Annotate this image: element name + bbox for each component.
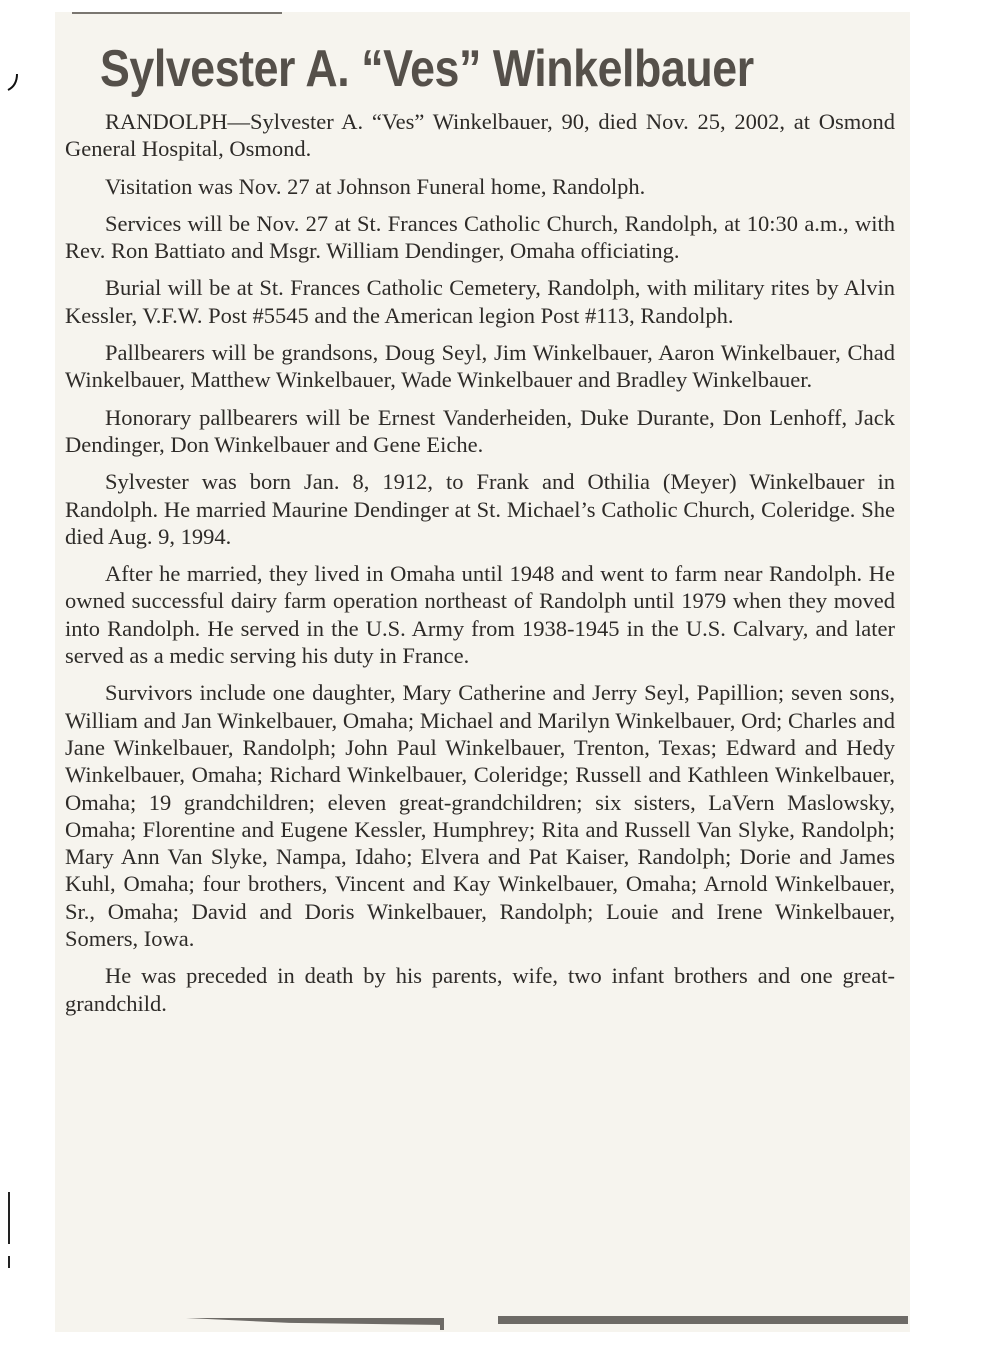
- top-rule: [72, 12, 282, 14]
- paragraph-birth: Sylvester was born Jan. 8, 1912, to Frank and Othilia (Meyer) Winkelbauer in Randolph. He married Maurine Dendinger at St. Michael’s Catholic Church, Coleridge. She died Aug. 9, 1994.: [65, 469, 895, 549]
- bottom-rule-tick: [440, 1320, 444, 1330]
- paragraph-visitation: Visitation was Nov. 27 at Johnson Funeral home, Randolph.: [105, 173, 646, 199]
- paragraph-death-notice: RANDOLPH—Sylvester A. “Ves” Winkelbauer, 90, died Nov. 25, 2002, at Osmond General Hospital, Osmond.: [65, 109, 895, 162]
- paragraph-pallbearers: Pallbearers will be grandsons, Doug Seyl, Jim Winkelbauer, Aaron Winkelbauer, Chad Winkelbauer, Matthew Winkelbauer, Wade Winkelbauer and Bradley Winkelbauer.: [65, 340, 895, 393]
- scan-edge-line: [8, 1256, 10, 1268]
- paragraph-honorary-pallbearers: Honorary pallbearers will be Ernest Vanderheiden, Duke Durante, Don Lenhoff, Jack Dendinger, Don Winkelbauer and Gene Eiche.: [65, 404, 895, 457]
- paragraph-life: After he married, they lived in Omaha until 1948 and went to farm near Randolph. He owned successful dairy farm operation northeast of Randolph until 1979 when they moved into Randolph. He served in the U.S. Army from 1938-1945 in the U.S. Calvary, and later served as a medic serving his duty in France.: [65, 561, 895, 669]
- scan-edge-line: [8, 1192, 10, 1244]
- paragraph-preceded: He was preceded in death by his parents, wife, two infant brothers and one great-grandchild.: [65, 963, 895, 1016]
- paragraph-survivors: Survivors include one daughter, Mary Catherine and Jerry Seyl, Papillion; seven sons, William and Jan Winkelbauer, Omaha; Michael and Marilyn Winkelbauer, Ord; Charles and Jane Winkelbauer, Randolph; John Paul Winkelbauer, Trenton, Texas; Edward and Hedy Winkelbauer, Omaha; Richard Winkelbauer, Coleridge; Russell and Kathleen Winkelbauer, Omaha; 19 grandchildren; eleven great-grandchildren; six sisters, LaVern Maslowsky, Omaha; Florentine and Eugene Kessler, Humphrey; Rita and Russell Van Slyke, Randolph; Mary Ann Van Slyke, Nampa, Idaho; Elvera and Pat Kaiser, Randolph; Dorie and James Kuhl, Omaha; four brothers, Vincent and Kay Winkelbauer, Omaha; Arnold Winkelbauer, Sr., Omaha; David and Doris Winkelbauer, Randolph; Louie and Irene Winkelbauer, Somers, Iowa.: [65, 680, 895, 952]
- paragraph-services: Services will be Nov. 27 at St. Frances Catholic Church, Randolph, at 10:30 a.m., with Rev. Ron Battiato and Msgr. William Dendinger, Omaha officiating.: [65, 210, 895, 264]
- bottom-rule-right: [498, 1316, 908, 1324]
- headline: Sylvester A. “Ves” Winkelbauer: [100, 40, 754, 98]
- paragraph-burial: Burial will be at St. Frances Catholic Cemetery, Randolph, with military rites by Alvin Kessler, V.F.W. Post #5545 and the American legion Post #113, Randolph.: [65, 275, 895, 328]
- obituary-body: [65, 108, 895, 1027]
- pen-mark-icon: [6, 72, 20, 92]
